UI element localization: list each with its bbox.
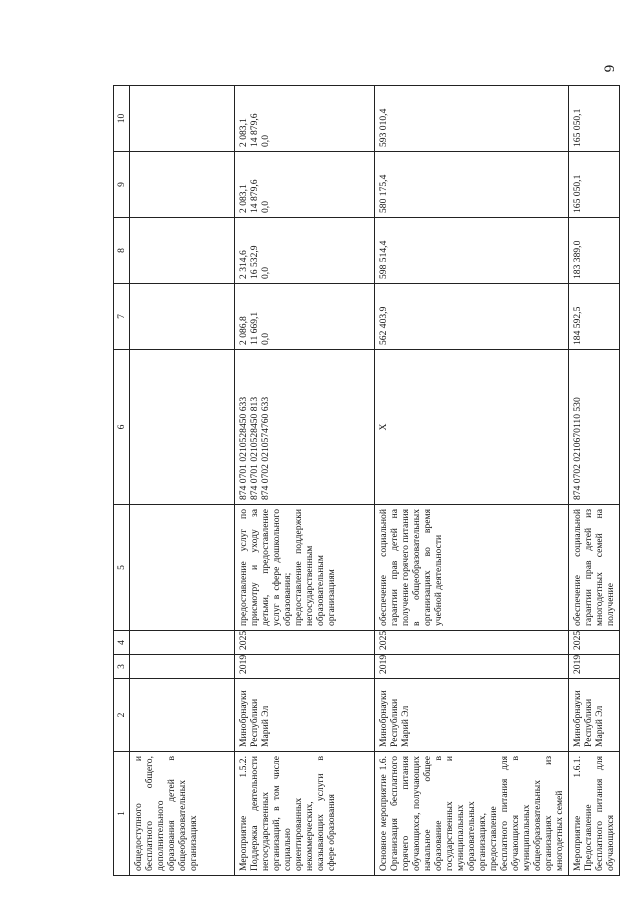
cell-col-10 (375, 86, 569, 152)
cell-value: 165 050,1 (572, 108, 583, 147)
column-header-1: 1 (114, 752, 130, 876)
cell-col-3: 2019 (375, 655, 569, 679)
cell-value: 580 175,4 (378, 174, 389, 213)
cell-col-8 (130, 218, 235, 284)
cell-col-4: 2025 (235, 631, 375, 655)
cell-value: 2 083,1 (238, 118, 249, 147)
column-header-3: 3 (114, 655, 130, 679)
cell-col-1: общедоступного и бесплатного общего, дополнительного образования детей в общеобразовательных организациях (130, 752, 235, 876)
cell-value: 11 669,1 (249, 311, 260, 345)
column-header-5: 5 (114, 505, 130, 631)
page-number: 6 (599, 64, 616, 73)
cell-col-5: обеспечение социальной гарантии прав детей на получение горячего питания в общеобразовательных организациях во время учебной деятельности (375, 505, 569, 631)
cell-col-3: 2019 (235, 655, 375, 679)
cell-col-9 (235, 152, 375, 218)
cell-col-3: 2019 (569, 655, 620, 679)
column-header-9: 9 (114, 152, 130, 218)
cell-col-2: Минобрнауки Республики Марий Эл (375, 679, 569, 752)
cell-value: 562 403,9 (378, 306, 389, 345)
cell-col-7 (235, 284, 375, 350)
cell-value: 874 0701 0210528450 813 (249, 396, 260, 500)
cell-col-8 (235, 218, 375, 284)
cell-value: 874 0702 0210574760 633 (260, 396, 271, 500)
cell-col-9 (130, 152, 235, 218)
cell-col-5: предоставление услуг по присмотру и уходу за детьми, предоставление услуг в сфере дошкольного образования; предоставление поддержки негосударственным образовательным организациям (235, 505, 375, 631)
column-header-4: 4 (114, 631, 130, 655)
table-row (375, 86, 569, 876)
cell-col-7 (130, 284, 235, 350)
cell-col-4 (130, 631, 235, 655)
cell-col-9 (375, 152, 569, 218)
cell-col-10 (130, 86, 235, 152)
table-row (569, 86, 620, 876)
cell-col-2: Минобрнауки Республики Марий Эл (569, 679, 620, 752)
cell-col-2 (130, 679, 235, 752)
cell-value: X (378, 423, 389, 431)
cell-col-7 (375, 284, 569, 350)
table-row (130, 86, 235, 876)
cell-col-7 (569, 284, 620, 350)
cell-value: 184 592,5 (572, 306, 583, 345)
cell-col-8 (569, 218, 620, 284)
cell-value: 2 083,1 (238, 184, 249, 213)
cell-col-4: 2025 (569, 631, 620, 655)
cell-col-9 (569, 152, 620, 218)
cell-col-10 (235, 86, 375, 152)
cell-col-6 (130, 350, 235, 505)
cell-col-1: Мероприятие 1.5.2. Поддержка деятельности негосударственных организаций, в том числе социально ориентированных некоммерческих, оказывающих услуги в сфере образования (235, 752, 375, 876)
cell-col-6 (569, 350, 620, 505)
cell-col-6 (375, 350, 569, 505)
cell-value: 2 086,8 (238, 316, 249, 345)
cell-value: 14 879,6 (249, 179, 260, 213)
column-header-10: 10 (114, 86, 130, 152)
rotated-table-container (113, 86, 616, 876)
column-header-2: 2 (114, 679, 130, 752)
cell-value: 874 0702 0210670110 530 (572, 397, 583, 500)
cell-value: 0,0 (260, 333, 271, 345)
cell-value: 598 514,4 (378, 240, 389, 279)
cell-value: 874 0701 0210528450 633 (238, 396, 249, 500)
header-row (114, 86, 130, 876)
cell-value: 183 389,0 (572, 240, 583, 279)
cell-col-1: Мероприятие 1.6.1. Предоставление бесплатного питания для обучающихся (569, 752, 620, 876)
cell-value: 0,0 (260, 135, 271, 147)
column-header-7: 7 (114, 284, 130, 350)
cell-col-4: 2025 (375, 631, 569, 655)
cell-value: 2 314,6 (238, 250, 249, 279)
table-row (235, 86, 375, 876)
cell-col-3 (130, 655, 235, 679)
cell-value: 0,0 (260, 267, 271, 279)
cell-value: 593 010,4 (378, 108, 389, 147)
program-table (113, 85, 620, 876)
cell-col-5: обеспечение социальной гарантии прав детей из многодетных семей на получение (569, 505, 620, 631)
cell-col-1: Основное мероприятие 1.6. Организация бесплатного горячего питания обучающихся, получающих начальное общее образование в государственных и муниципальных образовательных организациях, предоставление бесплатного питания для обучающихся в муниципальных общеобразовательных организациях из многодетных семей (375, 752, 569, 876)
cell-value: 14 879,6 (249, 113, 260, 147)
cell-col-5 (130, 505, 235, 631)
cell-value: 0,0 (260, 201, 271, 213)
column-header-8: 8 (114, 218, 130, 284)
cell-value: 16 532,9 (249, 245, 260, 279)
cell-col-10 (569, 86, 620, 152)
cell-col-6 (235, 350, 375, 505)
cell-col-2: Минобрнауки Республики Марий Эл (235, 679, 375, 752)
column-header-6: 6 (114, 350, 130, 505)
cell-value: 165 050,1 (572, 174, 583, 213)
cell-col-8 (375, 218, 569, 284)
